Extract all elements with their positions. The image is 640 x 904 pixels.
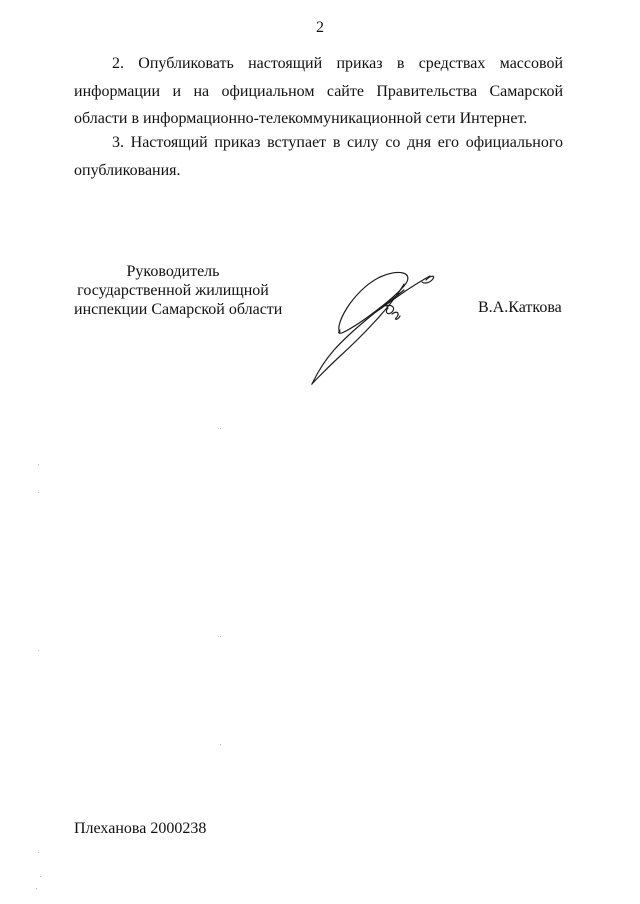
- scan-speck: [36, 888, 37, 889]
- paragraph-entry-into-force: 3. Настоящий приказ вступает в силу со дня его официального опубликования.: [74, 134, 563, 179]
- scan-speck: [220, 744, 221, 745]
- signer-title-line: инспекции Самарской области: [74, 301, 283, 318]
- signer-name: В.А.Каткова: [478, 299, 562, 316]
- signer-title-line: Руководитель: [126, 263, 220, 280]
- signer-title-line: государственной жилищной: [77, 282, 269, 299]
- scan-speck: [220, 636, 221, 637]
- scan-speck: [40, 876, 41, 877]
- scan-speck: [38, 492, 39, 493]
- signer-title: [74, 262, 283, 319]
- scan-speck: [38, 464, 39, 465]
- executor-info: Плеханова 2000238: [74, 820, 207, 837]
- scan-speck: [38, 852, 39, 853]
- paragraph-publish-order: 2. Опубликовать настоящий приказ в средствах массовой информации и на официальном сайте Правительства Самарской области в информационно-телекоммуникационной сети Интернет.: [74, 55, 563, 127]
- scan-speck: [38, 650, 39, 651]
- page-number: 2: [316, 19, 324, 36]
- scan-speck: [220, 428, 221, 429]
- handwritten-signature: [300, 268, 440, 394]
